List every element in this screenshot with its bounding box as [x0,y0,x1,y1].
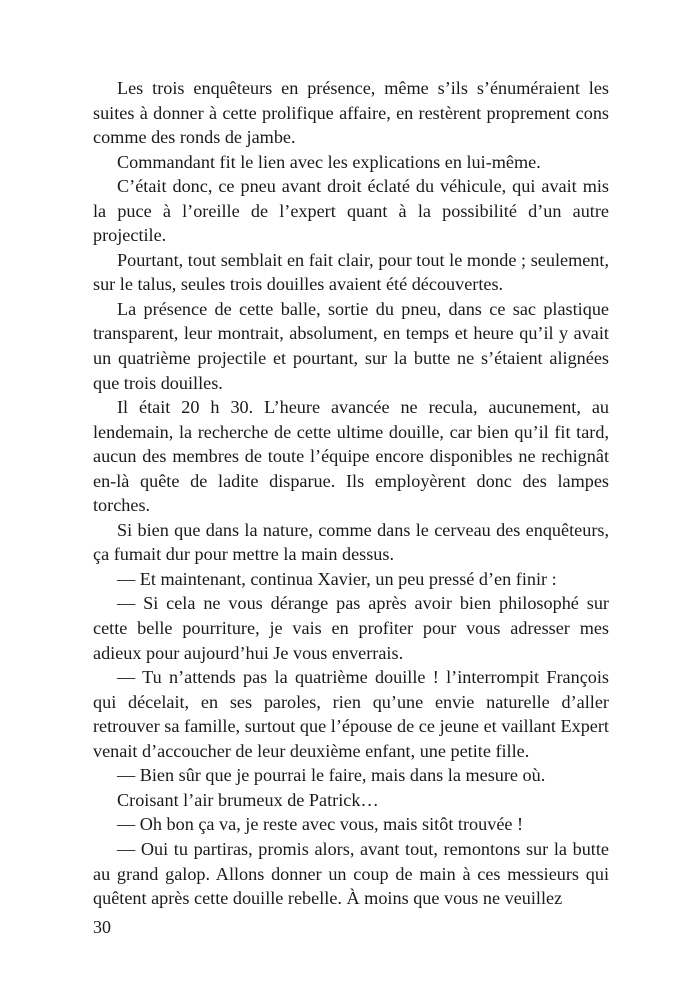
body-text [93,76,609,911]
paragraph-12: Croisant l’air brumeux de Patrick… [117,789,379,810]
paragraph-6: Il était 20 h 30. L’heure avancée ne recula, aucunement, au lendemain, la recherche de cette ultime douille, car bien qu’il fit tard, aucun des membres de toute l’équipe encore disponibles ne rechignât en-là quête de ladite disparue. Ils employèrent donc des lampes torches. [93,397,609,516]
paragraph-7: Si bien que dans la nature, comme dans le cerveau des enquêteurs, ça fumait dur pour mettre la main dessus. [93,519,609,565]
paragraph-9: — Si cela ne vous dérange pas après avoir bien philosophé sur cette belle pourriture, je vais en profiter pour vous adresser mes adieux pour aujourd’hui Je vous enverrais. [93,593,609,663]
paragraph-8: — Et maintenant, continua Xavier, un peu pressé d’en finir : [117,568,557,589]
paragraph-11: — Bien sûr que je pourrai le faire, mais dans la mesure où. [117,765,546,786]
paragraph-10: — Tu n’attends pas la quatrième douille ! l’interrompit François qui décelait, en ses paroles, rien qu’une envie naturelle d’aller retrouver sa famille, surtout que l’épouse de ce jeune et vaillant Expert venait d’accoucher de leur deuxième enfant, une petite fille. [93,667,609,761]
paragraph-4: Pourtant, tout semblait en fait clair, pour tout le monde ; seulement, sur le talus, seules trois douilles avaient été découvertes. [93,249,609,295]
paragraph-5: La présence de cette balle, sortie du pneu, dans ce sac plastique transparent, leur montrait, absolument, en temps et heure qu’il y avait un quatrième projectile et pourtant, sur la butte ne s’étaient alignées que trois douilles. [93,298,609,393]
paragraph-2: Commandant fit le lien avec les explications en lui-même. [117,151,541,172]
paragraph-3: C’était donc, ce pneu avant droit éclaté du véhicule, qui avait mis la puce à l’oreille de l’expert quant à la possibilité d’un autre projectile. [93,176,609,246]
page-number: 30 [93,917,111,937]
paragraph-13: — Oh bon ça va, je reste avec vous, mais sitôt trouvée ! [117,814,524,835]
paragraph-14: — Oui tu partiras, promis alors, avant tout, remontons sur la butte au grand galop. Allons donner un coup de main à ces messieurs qui quêtent après cette douille rebelle. À moins que vous ne veuillez [93,838,609,909]
paragraph-1: Les trois enquêteurs en présence, même s’ils s’énuméraient les suites à donner à cette prolifique affaire, en restèrent proprement cons comme des ronds de jambe. [93,78,609,148]
